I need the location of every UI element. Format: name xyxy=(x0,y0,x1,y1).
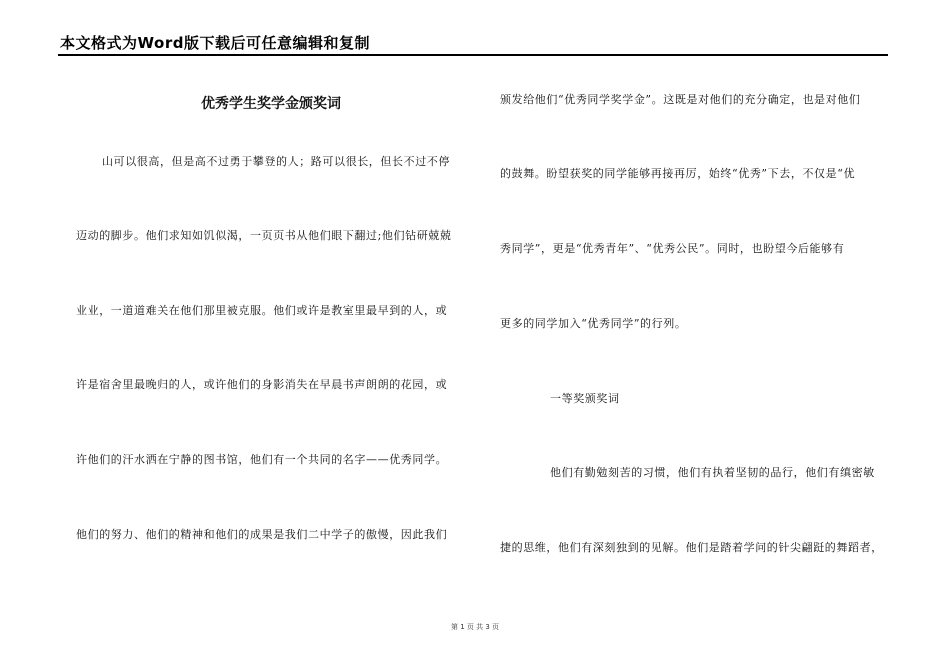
left-column xyxy=(76,0,466,672)
right-column xyxy=(500,0,895,672)
text-line: 秀同学”，更是“优秀青年”、“优秀公民”。同时，也盼望今后能够有 xyxy=(500,242,845,255)
text-line: 他们有勤勉刻苦的习惯，他们有执着坚韧的品行，他们有缜密敏 xyxy=(550,466,875,479)
page-number: 第 1 页 共 3 页 xyxy=(450,623,500,631)
section-heading: 一等奖颁奖词 xyxy=(550,392,620,405)
text-line: 许是宿舍里最晚归的人，或许他们的身影消失在早晨书声朗朗的花园，或 xyxy=(76,378,448,391)
text-line: 的鼓舞。盼望获奖的同学能够再接再厉，始终“优秀”下去，不仅是“优 xyxy=(500,167,856,180)
text-line: 他们的努力、他们的精神和他们的成果是我们二中学子的傲慢，因此我们 xyxy=(76,528,448,541)
text-line: 捷的思维，他们有深刻独到的见解。他们是踏着学问的针尖翩跹的舞蹈者， xyxy=(500,541,883,554)
text-line: 迈动的脚步。他们求知如饥似渴，一页页书从他们眼下翻过;他们钻研兢兢 xyxy=(76,229,452,242)
text-line: 颁发给他们“优秀同学奖学金”。这既是对他们的充分确定，也是对他们 xyxy=(500,93,861,106)
text-line: 业业，一道道难关在他们那里被克服。他们或许是教室里最早到的人，或 xyxy=(76,304,448,317)
document-header-title: 本文格式为Word版下载后可任意编辑和复制 xyxy=(60,34,370,52)
text-line: 更多的同学加入“优秀同学”的行列。 xyxy=(500,317,687,330)
text-line: 许他们的汗水洒在宁静的图书馆，他们有一个共同的名字——优秀同学。 xyxy=(76,453,448,466)
text-line: 山可以很高，但是高不过勇于攀登的人；路可以很长，但长不过不停 xyxy=(102,155,450,168)
document-title: 优秀学生奖学金颁奖词 xyxy=(201,96,341,112)
